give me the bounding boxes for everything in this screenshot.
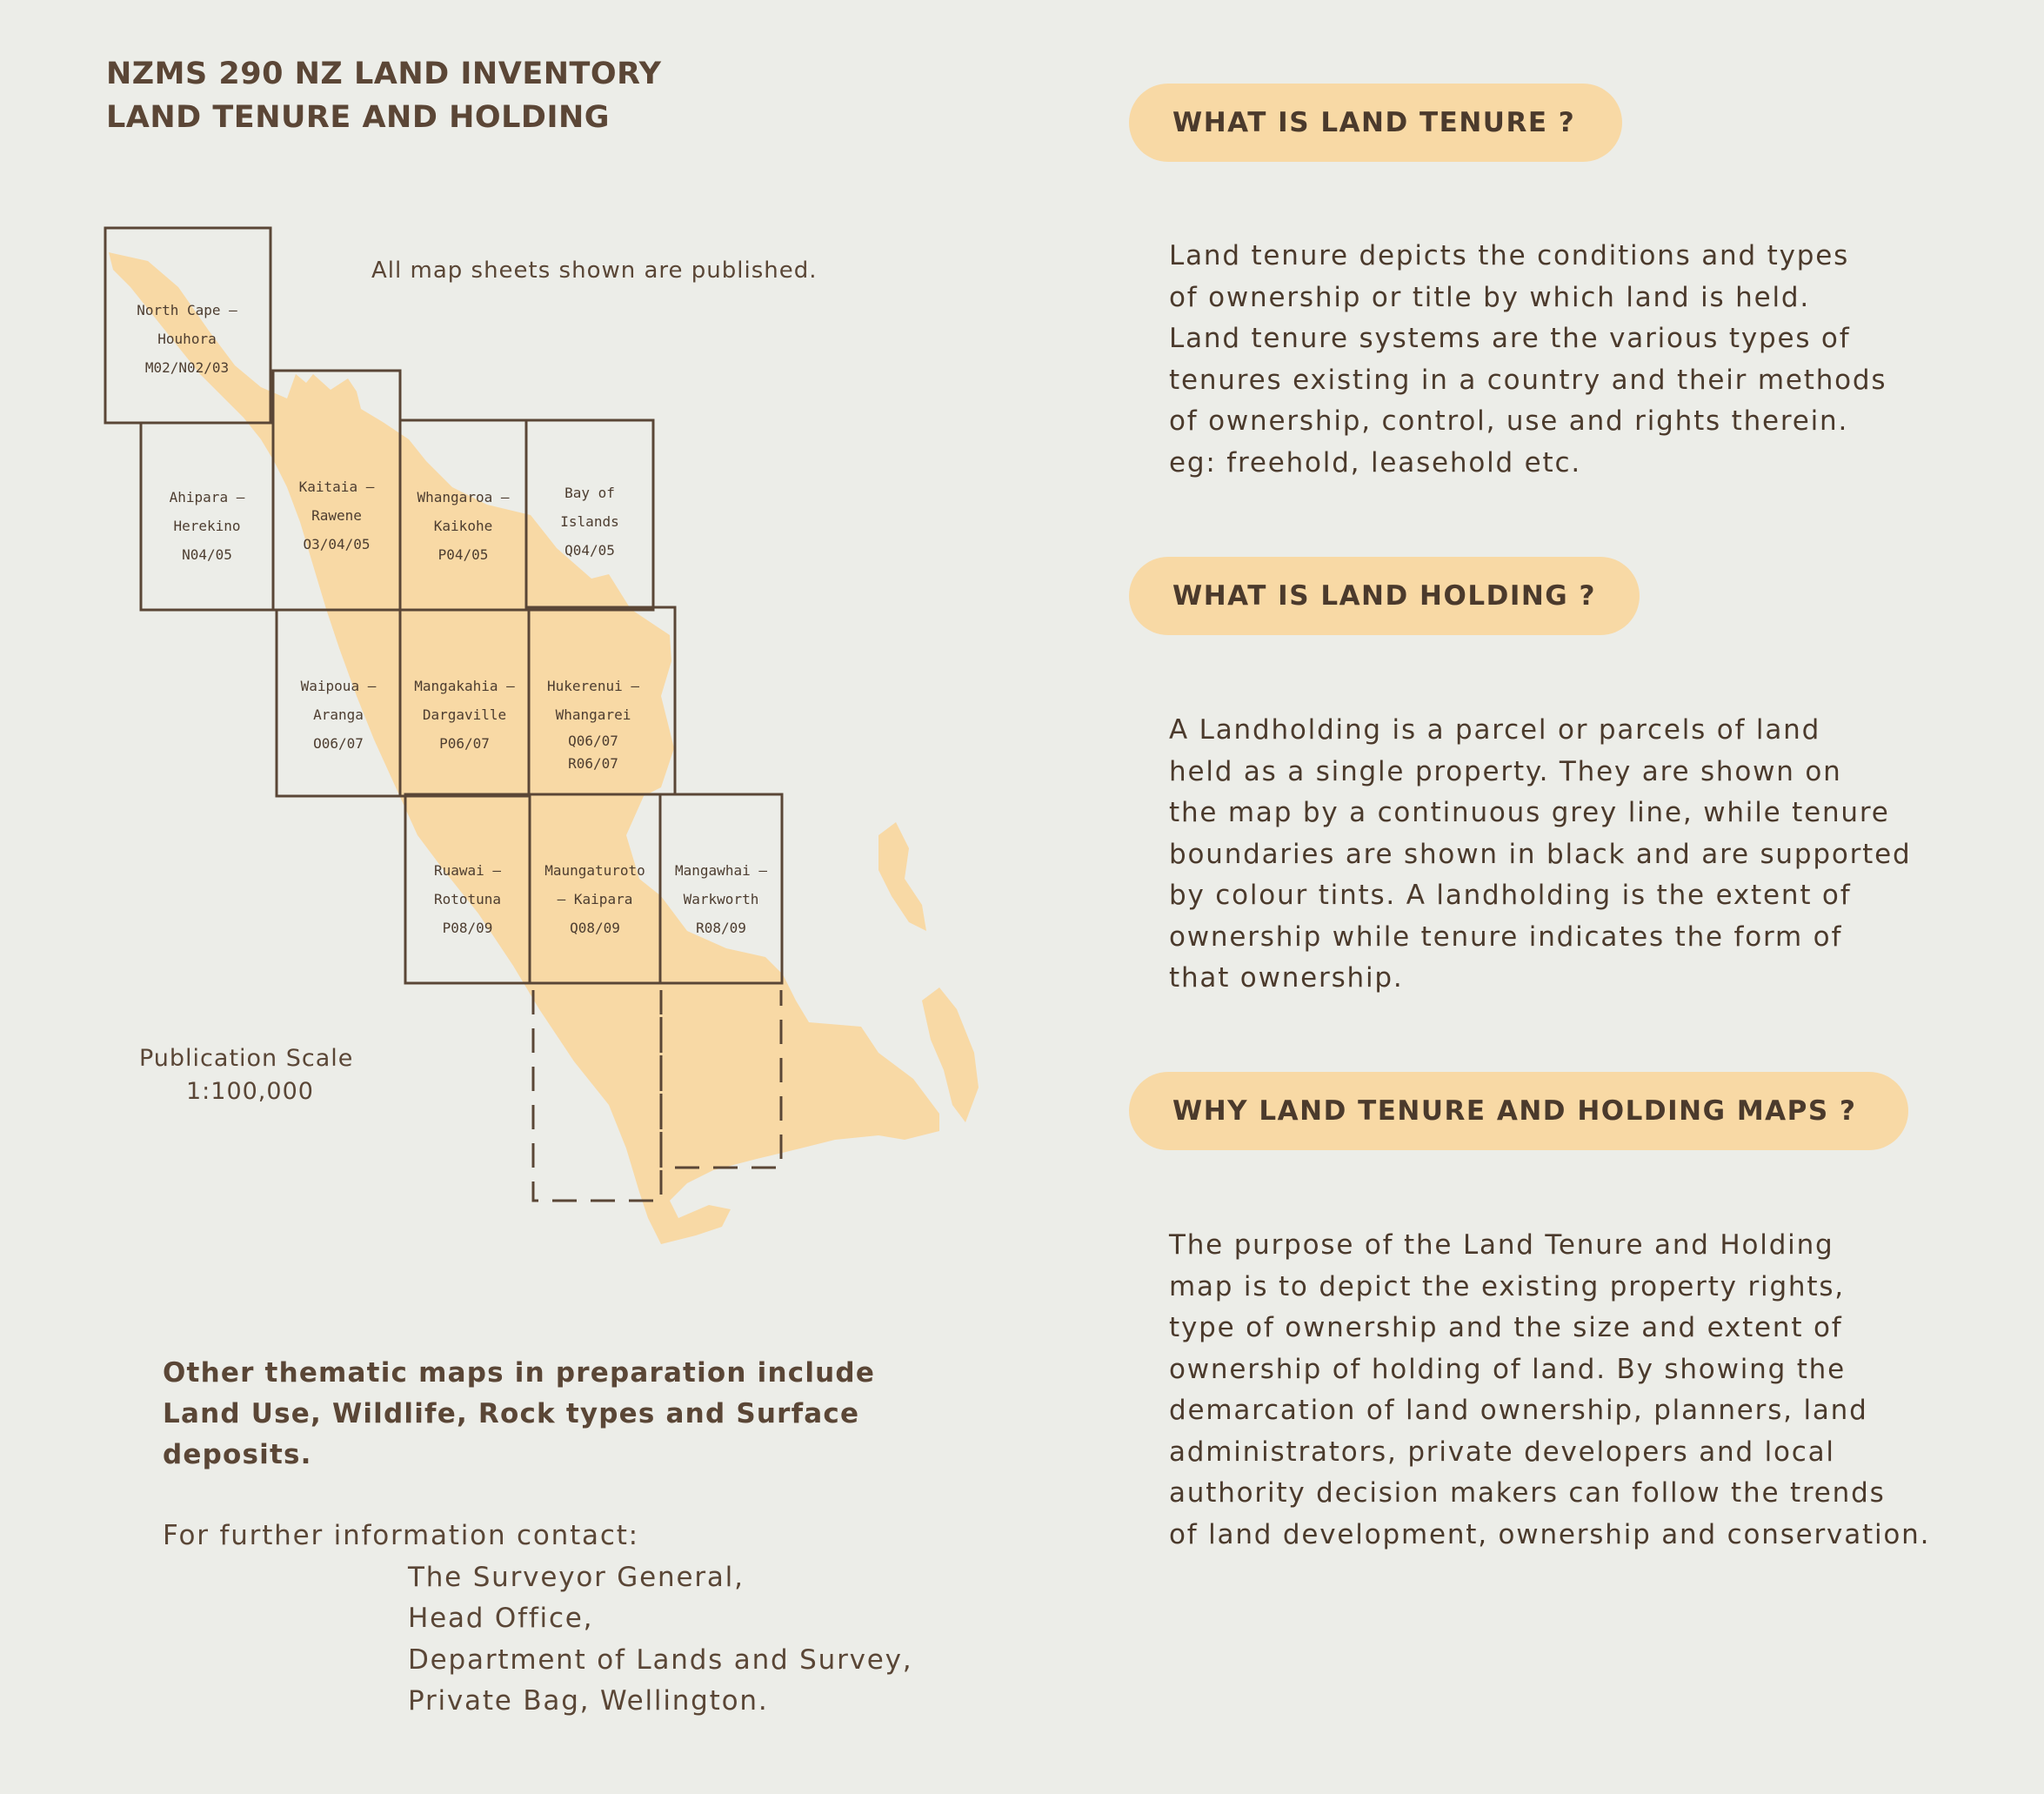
heading-land-holding: WHAT IS LAND HOLDING ? bbox=[1129, 557, 1640, 635]
sheet-name: Waipoua – bbox=[300, 678, 377, 694]
sheet-name-2: Kaikohe bbox=[433, 518, 493, 534]
sheet-mangawhai bbox=[660, 856, 782, 942]
paragraph-line: authority decision makers can follow the trends bbox=[1169, 1477, 1886, 1509]
sheet-name-2: Rawene bbox=[311, 507, 362, 524]
sheet-name: Kaitaia – bbox=[298, 479, 375, 495]
sheet-name: Maungaturoto bbox=[544, 862, 645, 879]
sheet-name: Mangakahia – bbox=[414, 678, 515, 694]
sheet-ruawai bbox=[405, 856, 530, 942]
contact-line: Private Bag, Wellington. bbox=[408, 1685, 769, 1717]
sheet-code-2: R06/07 bbox=[568, 755, 618, 772]
sheet-whangaroa bbox=[400, 483, 526, 569]
paragraph-line: ownership of holding of land. By showing the bbox=[1169, 1353, 1846, 1385]
scale-label: Publication Scale bbox=[139, 1045, 354, 1072]
sheet-name: Mangawhai – bbox=[675, 862, 767, 879]
title-line-1: NZMS 290 NZ LAND INVENTORY bbox=[106, 57, 662, 91]
paragraph-line: of ownership, control, use and rights therein. bbox=[1169, 405, 1849, 437]
sheet-waipoua bbox=[277, 672, 400, 758]
sheet-code: N04/05 bbox=[182, 546, 232, 563]
paragraph-line: ownership while tenure indicates the form of bbox=[1169, 920, 1843, 953]
paragraph-line: the map by a continuous grey line, while tenure bbox=[1169, 797, 1890, 828]
paragraph-line: of land development, ownership and conservation. bbox=[1169, 1518, 1931, 1550]
paragraph-line: The purpose of the Land Tenure and Holding bbox=[1169, 1229, 1834, 1261]
sheet-name-2: Houhora bbox=[157, 331, 217, 347]
sheet-name-2: Rototuna bbox=[433, 891, 502, 907]
sheet-name-2: Herekino bbox=[173, 518, 241, 534]
paragraph-line: by colour tints. A landholding is the extent of bbox=[1169, 880, 1852, 911]
contact-line: Department of Lands and Survey, bbox=[408, 1643, 913, 1676]
sheet-code: P06/07 bbox=[439, 735, 490, 752]
other-maps-note bbox=[163, 1353, 875, 1476]
sheet-name-2: Islands bbox=[560, 513, 619, 530]
paragraph-line: demarcation of land ownership, planners, land bbox=[1169, 1395, 1868, 1426]
sheet-code: P08/09 bbox=[442, 920, 493, 936]
sheet-code: O06/07 bbox=[313, 735, 364, 752]
paragraph-line: administrators, private developers and local bbox=[1169, 1436, 1835, 1468]
sheet-code: Q08/09 bbox=[570, 920, 620, 936]
paragraph-line: of ownership or title by which land is held. bbox=[1169, 281, 1810, 313]
heading-land-tenure: WHAT IS LAND TENURE ? bbox=[1129, 84, 1622, 162]
sheet-ahipara bbox=[144, 483, 271, 569]
sheet-maungaturoto bbox=[530, 856, 660, 942]
sheet-code: R08/09 bbox=[696, 920, 746, 936]
other-maps-line: Land Use, Wildlife, Rock types and Surface bbox=[163, 1398, 860, 1429]
sheet-hukerenui bbox=[529, 672, 658, 774]
sheet-name: North Cape – bbox=[137, 302, 237, 318]
paragraph-land-holding bbox=[1169, 710, 1911, 1000]
contact-block bbox=[163, 1516, 912, 1723]
paragraph-land-tenure bbox=[1169, 236, 1887, 484]
sheet-name-2: Warkworth bbox=[683, 891, 759, 907]
contact-line: The Surveyor General, bbox=[408, 1561, 745, 1593]
other-maps-line: deposits. bbox=[163, 1439, 312, 1470]
sheet-code: Q04/05 bbox=[564, 542, 615, 559]
sheet-name-2: Whangarei bbox=[555, 706, 631, 723]
sheet-name: Ahipara – bbox=[169, 489, 245, 505]
sheet-code: Q06/07 bbox=[568, 733, 618, 749]
sheet-code: M02/N02/03 bbox=[144, 359, 230, 376]
sheet-name: Bay of bbox=[564, 485, 615, 501]
sheet-name: Hukerenui – bbox=[547, 678, 639, 694]
other-maps-line: Other thematic maps in preparation include bbox=[163, 1357, 876, 1389]
paragraph-line: A Landholding is a parcel or parcels of land bbox=[1169, 714, 1821, 746]
sheet-mangakahia bbox=[400, 672, 529, 758]
paragraph-line: type of ownership and the size and extent of bbox=[1169, 1312, 1843, 1343]
paragraph-line: held as a single property. They are shown on bbox=[1169, 755, 1842, 787]
sheet-name-2: Aranga bbox=[313, 706, 364, 723]
scale-value: 1:100,000 bbox=[186, 1078, 314, 1105]
paragraph-line: boundaries are shown in black and are supported bbox=[1169, 838, 1912, 870]
heading-why-maps: WHY LAND TENURE AND HOLDING MAPS ? bbox=[1129, 1072, 1908, 1150]
paragraph-line: tenures existing in a country and their methods bbox=[1169, 364, 1887, 396]
sheet-north-cape bbox=[126, 296, 248, 382]
sheet-code: P04/05 bbox=[438, 546, 489, 563]
paragraph-line: Land tenure depicts the conditions and types bbox=[1169, 240, 1850, 271]
sheet-name: Whangaroa – bbox=[417, 489, 510, 505]
paragraph-line: map is to depict the existing property rights, bbox=[1169, 1270, 1845, 1302]
title-line-2: LAND TENURE AND HOLDING bbox=[106, 100, 611, 135]
sheet-name-2: Dargaville bbox=[422, 706, 507, 723]
paragraph-why-maps bbox=[1169, 1225, 1930, 1556]
paragraph-line: eg: freehold, leasehold etc. bbox=[1169, 446, 1581, 479]
paragraph-line: that ownership. bbox=[1169, 962, 1404, 994]
publication-scale bbox=[139, 1042, 353, 1108]
sheet-bay-of-islands bbox=[526, 479, 653, 565]
map-note: All map sheets shown are published. bbox=[371, 258, 818, 284]
sheet-kaitaia bbox=[273, 472, 400, 559]
sheet-name-2: – Kaipara bbox=[557, 891, 633, 907]
contact-line: Head Office, bbox=[408, 1603, 594, 1634]
sheet-code: O3/04/05 bbox=[303, 536, 371, 552]
paragraph-line: Land tenure systems are the various types of bbox=[1169, 323, 1851, 354]
contact-intro: For further information contact: bbox=[163, 1520, 639, 1551]
sheet-name: Ruawai – bbox=[433, 862, 502, 879]
